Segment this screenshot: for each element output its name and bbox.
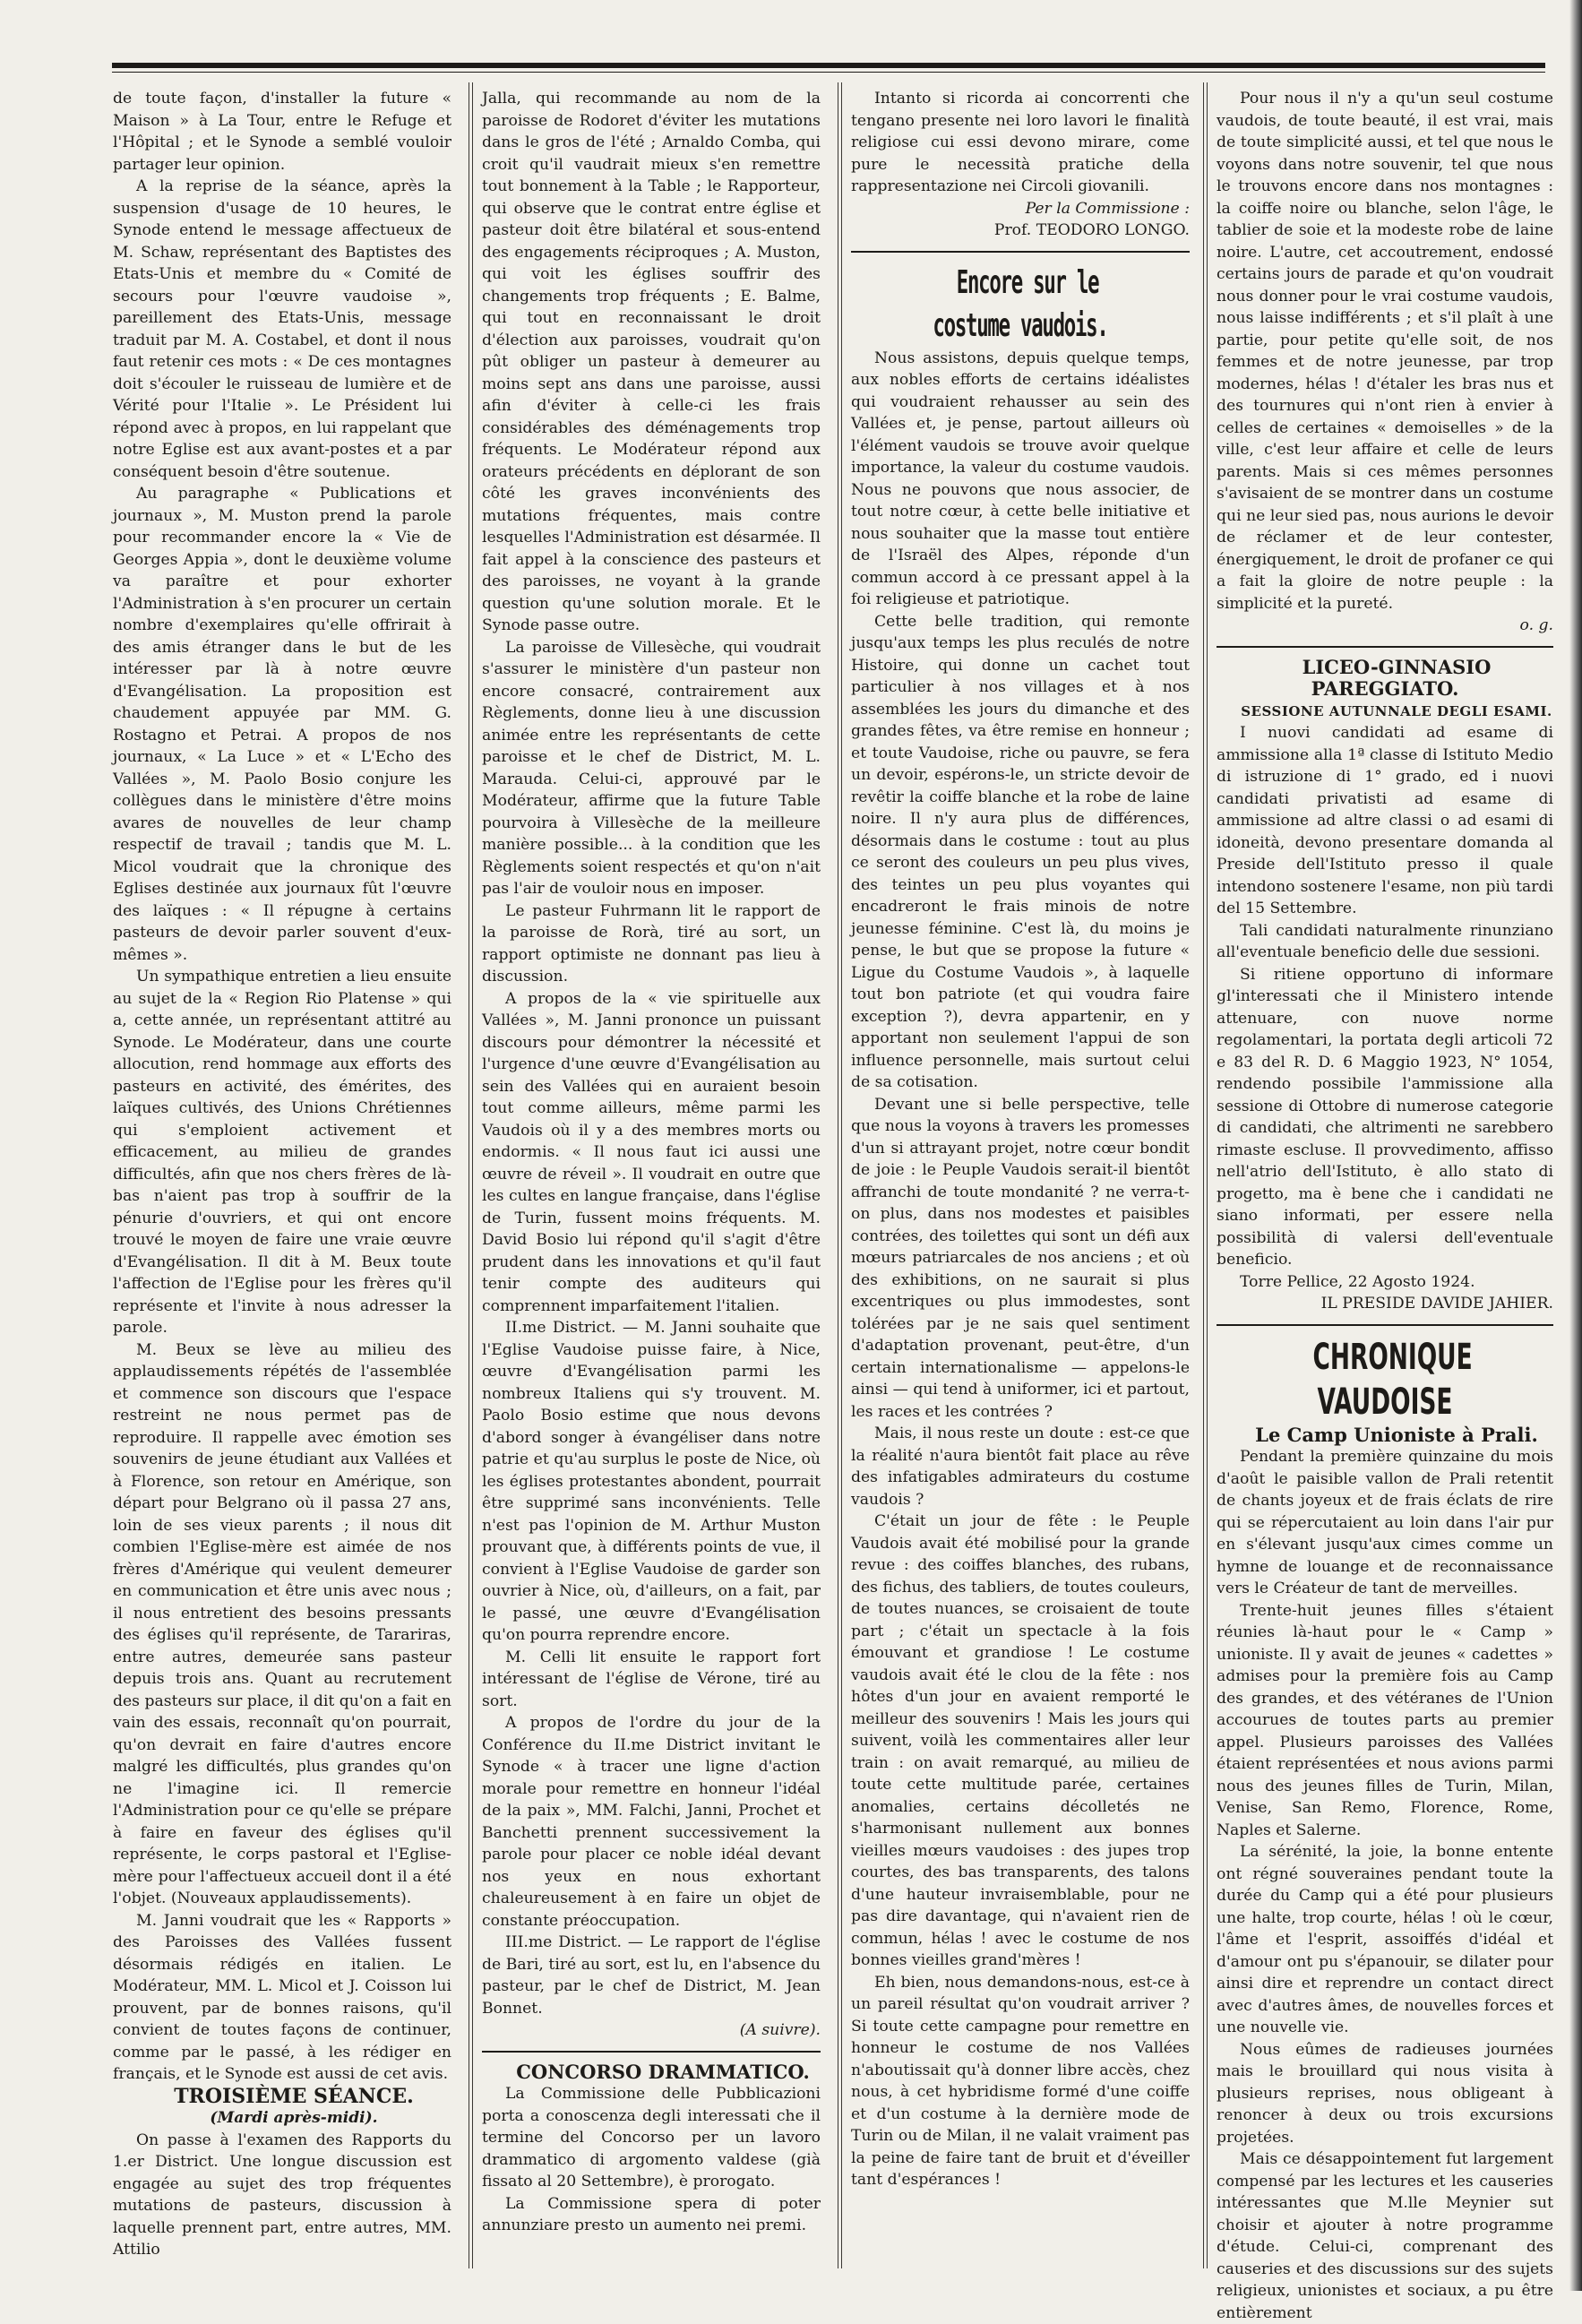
paragraph: Mais ce désappointement fut largement compensé par les lectures et les causeries intéressantes que M.lle Meynier sut choisir et ajouter à notre programme d'étude. Celui-ci, comprenant des causeries et des discussions sur des sujets religieux, unionistes et sociaux, a pu être entièrement: [1217, 2150, 1553, 2322]
paragraph: Trente-huit jeunes filles s'étaient réunies là-haut pour le « Camp » unioniste. Il y avait de jeunes « cadettes » admises pour la première fois au Camp des grandes, et des vétéranes de l'Union accourues de toutes parts au premier appel. Plusieurs paroisses des Vallées étaient représentées et nous avions parmi nous des jeunes filles de Turin, Milan, Venise, San Remo, Florence, Rome, Naples et Salerne.: [1217, 1601, 1553, 1839]
column-3: [851, 88, 1190, 2256]
paragraph: La Commissione delle Pubblicazioni porta a conoscenza degli interessati che il termine del Concorso per un lavoro drammatico di argomento valdese (già fissato al 20 Settembre), è prorogato.: [482, 2085, 821, 2191]
section-rule: [851, 251, 1190, 253]
paragraph: Au paragraphe « Publications et journaux », M. Muston prend la parole pour recommander encore la « Vie de Georges Appia », dont le deuxième volume va paraître et pour exhorter l'Administration à s'en procurer un certain nombre d'exemplaires qu'elle offrirait à des amis étranger dans le but de les intéresser par là à notre œuvre d'Evangélisation. La proposition est chaudement appuyée par MM. G. Rostagno et Petrai. A propos de nos journaux, « La Luce » et « L'Echo des Vallées », M. Paolo Bosio conjure les collègues dans le ministère d'être moins avares de nouvelles de leur champ respectif de travail ; tandis que M. L. Micol voudrait que la chronique des Eglises destinée aux journaux fût l'œuvre des laïques : « Il répugne à certains pasteurs de devoir parler souvent d'eux-mêmes ».: [113, 485, 451, 964]
paragraph: A propos de la « vie spirituelle aux Vallées », M. Janni prononce un puissant discours pour démontrer la nécessité et l'urgence d'une œuvre d'Evangélisation au sein des Vallées qui en auraient besoin tout comme ailleurs, même parmi les Vaudois où il y a des membres morts ou endormis. « Il nous faut ici aussi une œuvre de réveil ». Il voudrait en outre que les cultes en langue française, dans l'église de Turin, fussent moins fréquents. M. David Bosio lui répond qu'il s'agit d'être prudent dans les innovations et qu'il faut tenir compte des auditeurs qui comprennent imparfaitement l'italien.: [482, 989, 821, 1315]
article-headline: Encore sur le costume vaudois.: [933, 263, 1108, 344]
top-rule: [112, 63, 1545, 68]
column-divider: [1203, 82, 1204, 2268]
paragraph: Tali candidati naturalmente rinunziano all'eventuale beneficio delle due sessioni.: [1217, 921, 1553, 961]
signature: o. g.: [1519, 616, 1553, 634]
column-divider: [472, 82, 473, 2268]
paragraph: La sérénité, la joie, la bonne entente ont régné souveraines pendant toute la durée du Camp qui a été pour plusieurs une halte, trop courte, hélas ! où le cœur, l'âme et l'esprit, assoiffés d'idéal et d'amour ont pu s'épanouir, se dilater pour ainsi dire et reprendre un contact direct avec d'autres âmes, de nouvelles forces et une nouvelle vie.: [1217, 1843, 1553, 2036]
notice-title: CONCORSO DRAMMATICO.: [516, 2060, 810, 2083]
signature: IL PRESIDE DAVIDE JAHIER.: [1320, 1295, 1553, 1313]
paragraph: Pour nous il n'y a qu'un seul costume vaudois, de toute beauté, il est vrai, mais de toute simplicité aussi, et tel que nous le voyons dans notre souvenir, tel que nous le trouvons encore dans nos montagnes : la coiffe noire ou blanche, selon l'âge, le tablier de soie et la modeste robe de laine noire. L'autre, cet accoutrement, endossé certains jours de parade et qu'on voudrait nous donner pour le vrai costume vaudois, nous laisse indifférents ; et s'il plaît à une partie, pour petite qu'elle soit, de nos femmes et de notre jeunesse, par trop modernes, hélas ! d'étaler les bras nus et des tournures qui n'ont rien à envier à celles de certaines « demoiselles » de la ville, c'est leur affaire et celle de leurs parents. Mais si ces mêmes personnes s'avisaient de se montrer dans un costume qui ne leur sied pas, nous aurions le devoir de réclamer et de leur contester, énergiquement, le droit de profaner ce qui a fait la gloire de notre peuple : la simplicité et la pureté.: [1217, 90, 1553, 613]
paragraph: Nous eûmes de radieuses journées mais le brouillard qui nous visita à plusieurs reprises, nous obligeant à renoncer à deux ou trois excursions projetées.: [1217, 2040, 1553, 2147]
paragraph: II.me District. — M. Janni souhaite que l'Eglise Vaudoise puisse faire, à Nice, œuvre d'Evangélisation parmi les nombreux Italiens qui s'y trouvent. M. Paolo Bosio estime que nous devons d'abord songer à évangéliser dans notre patrie et qu'au surplus le poste de Nice, où les églises protestantes abondent, pourrait être supprimé sans inconvénients. Telle n'est pas l'opinion de M. Arthur Muston prouvant que, à différents points de vue, il convient à l'Eglise Vaudoise de garder son ouvrier à Nice, où, d'ailleurs, on a fait, par le passé, une œuvre d'Evangélisation qu'on pourra reprendre encore.: [482, 1319, 821, 1644]
notice-title: LICEO-GINNASIO PAREGGIATO.: [1302, 655, 1492, 700]
paragraph: Cette belle tradition, qui remonte jusqu'aux temps les plus reculés de notre Histoire, qui donne un cachet tout particulier à nos villages et à nos assemblées les jours du dimanche et des grandes fêtes, va être remise en honneur ; et toute Vaudoise, riche ou pauvre, se fera un devoir, espérons-le, un stricte devoir de revêtir la coiffe blanche et la robe de laine noire. Il n'y aura plus de différences, désormais dans le costume : tout au plus ce seront des couleurs un peu plus vives, des teintes un peu plus voyantes qui encadreront le frais minois de notre jeunesse féminine. C'est là, du moins je pense, le but que se propose la future « Ligue du Costume Vaudois », à laquelle tout bon patriote (et qui voudra faire exception ?), devra appartenir, en y apportant non seulement l'appui de son influence personnelle, mais surtout celui de sa cotisation.: [851, 612, 1190, 1091]
section-title: TROISIÈME SÉANCE.: [174, 2084, 414, 2108]
paragraph: M. Janni voudrait que les « Rapports » des Paroisses des Vallées fussent désormais rédigés en italien. Le Modérateur, MM. L. Micol et J. Coisson lui prouvent, par de bonnes raisons, qu'il convient de toutes façons de continuer, comme par le passé, à les rédiger en français, et le Synode est aussi de cet avis.: [113, 1911, 451, 2083]
paragraph: M. Beux se lève au milieu des applaudissements répétés de l'assemblée et commence son discours que l'espace restreint ne nous permet pas de reproduire. Il rappelle avec émotion ses souvenirs de jeune étudiant aux Vallées et à Florence, son retour en Amérique, son départ pour Belgrano où il passa 27 ans, loin de ses vieux parents ; il nous dit combien l'Eglise-mère est aimée de nos frères d'Amérique qui veulent demeurer en communication et être unis avec nous ; il nous entretient des besoins pressants des églises qu'il représente, de Tarariras, entre autres, demeurée sans pasteur depuis trois ans. Quant au recrutement des pasteurs sur place, il dit qu'on a fait en vain des essais, reconnaît qu'on pourrait, qu'on devrait en faire d'autres encore malgré les difficultés, plus grandes qu'on ne l'imagine ici. Il remercie l'Administration pour ce qu'elle se prépare à faire en faveur des églises qu'il représente, le corps pastoral et l'Eglise-mère pour l'affectueux accueil dont il a été l'objet. (Nouveaux applaudissements).: [113, 1340, 451, 1907]
continued-note: (A suivre).: [739, 2021, 821, 2039]
notice-subtitle: SESSIONE AUTUNNALE DEGLI ESAMI.: [1241, 702, 1552, 719]
paragraph: Un sympathique entretien a lieu ensuite au sujet de la « Region Rio Platense » qui a, cette année, un représentant attitré au Synode. Le Modérateur, dans une courte allocution, rend hommage aux efforts des pasteurs en activité, des émérites, des laïques cultivés, des Unions Chrétiennes qui s'emploient activement et efficacement, au milieu de grandes difficultés, afin que nos chers frères de là-bas n'aient pas trop à souffrir de la pénurie d'ouvriers, et qui ont encore trouvé le moyen de faire une vraie œuvre d'Evangélisation. Il dit à M. Beux toute l'affection de l'Eglise pour les frères qu'il représente et l'invite à nous adresser la parole.: [113, 968, 451, 1337]
paragraph: Devant une si belle perspective, telle que nous la voyons à travers les promesses d'un si attrayant projet, notre cœur bondit de joie : le Peuple Vaudois serait-il bientôt affranchi de toute mondanité ? ne verra-t-on plus, dans nos modestes et paisibles contrées, des toilettes qui sont un défi aux mœurs patriarcales de nos anciens ; et où des exhibitions, on ne saurait si plus excentriques ou plus immodestes, sont tolérées par je ne sais quel sentiment d'adaptation provenant, peut-être, d'un certain internationalisme — appelons-le ainsi — qui tend à uniformer, ici et partout, les races et les contrées ?: [851, 1095, 1190, 1421]
paragraph: La Commissione spera di poter annunziare presto un aumento nei premi.: [482, 2194, 821, 2234]
paragraph: Jalla, qui recommande au nom de la paroisse de Rodoret d'éviter les mutations dans le gros de l'été ; Arnaldo Comba, qui croit qu'il vaudrait mieux s'en remettre tout bonnement à la Table ; le Rapporteur, qui observe que le contrat entre église et pasteur doit être bilatéral et sous-entend des engagements réciproques ; A. Muston, qui voit les églises souffrir des changements trop fréquents ; E. Balme, qui tout en reconnaissant le droit d'élection aux paroisses, voudrait qu'on pût obliger un pasteur à demeurer au moins sept ans dans une paroisse, aussi afin d'éviter à celle-ci les frais considérables des déménagements trop fréquents. Le Modérateur répond aux orateurs précédents en déplorant de son côté les graves inconvénients des mutations fréquentes, mais contre lesquelles l'Administration est désarmée. Il fait appel à la conscience des pasteurs et des paroisses, ne voyant à la grande question qu'une solution morale. Et le Synode passe outre.: [482, 90, 821, 634]
paragraph: On passe à l'examen des Rapports du 1.er District. Une longue discussion est engagée au sujet des trop fréquentes mutations de pasteurs, discussion à laquelle prennent part, entre autres, MM. Attilio: [113, 2130, 451, 2259]
column-4: [1217, 88, 1553, 2322]
paragraph: I nuovi candidati ad esame di ammissione alla 1ª classe di Istituto Medio di istruzione di 1° grado, ed i nuovi candidati privatisti ad esame di ammissione ad altre classi o ad esami di idoneità, devono presentare domanda al Preside dell'Istituto presso il quale intendono sostenere l'esame, non più tardi del 15 Settembre.: [1217, 724, 1553, 917]
paragraph: A la reprise de la séance, après la suspension d'usage de 10 heures, le Synode entend le message affectueux de M. Schaw, représentant des Baptistes des Etats-Unis et membre du « Comité de secours pour l'œuvre vaudoise », pareillement des Etats-Unis, message traduit par M. A. Costabel, et dont il nous faut retenir ces mots : « De ces montagnes doit s'écouler le ruisseau de lumière et de Vérité pour l'Italie ». Le Président lui répond avec à propos, en lui rappelant que notre Eglise est aux avant-postes et a par conséquent besoin d'être soutenue.: [113, 177, 451, 481]
section-rule: [1217, 1324, 1553, 1326]
paragraph: Pendant la première quinzaine du mois d'août le paisible vallon de Prali retentit de chants joyeux et de frais éclats de rire qui se répercutaient au loin dans l'air pur en s'élevant jusqu'aux cimes comme un hymne de louange et de reconnaissance vers le Créateur de tant de merveilles.: [1217, 1448, 1553, 1597]
rubric-headline: CHRONIQUE VAUDOISE: [1312, 1336, 1473, 1423]
paragraph: Intanto si ricorda ai concorrenti che tengano presente nei loro lavori le finalità religiose cui essi devono mirare, come pure le necessità pratiche della rappresentazione nei Circoli giovanili.: [851, 90, 1190, 195]
paragraph: III.me District. — Le rapport de l'église de Bari, tiré au sort, est lu, en l'absence du pasteur, par le chef de District, M. Jean Bonnet.: [482, 1933, 821, 2018]
paragraph: La paroisse de Villesèche, qui voudrait s'assurer le ministère d'un pasteur non encore consacré, contrairement aux Règlements, donne lieu à une discussion animée entre les représentants de cette paroisse et le chef de District, M. L. Marauda. Celui-ci, approuvé par le Modérateur, affirme que la future Table pourvoira à Villesèche de la meilleure manière possible... à la condition que les Règlements soient respectés et qu'on n'ait pas l'air de vouloir nous en imposer.: [482, 638, 821, 898]
paragraph: M. Celli lit ensuite le rapport fort intéressant de l'église de Vérone, tiré au sort.: [482, 1648, 821, 1710]
paragraph: Le pasteur Fuhrmann lit le rapport de la paroisse de Rorà, tiré au sort, un rapport optimiste ne donnant pas lieu à discussion.: [482, 901, 821, 986]
column-divider: [841, 82, 842, 2268]
paragraph: Si ritiene opportuno di informare gl'interessati che il Ministero intende attenuare, con nuove norme regolamentari, la portata degli articoli 72 e 83 del R. D. 6 Maggio 1923, N° 1054, rendendo possibile l'ammissione alla sessione di Ottobre di numerose categorie di candidati, che altrimenti ne sarebbero rimaste escluse. Il provvedimento, affisso nell'atrio dell'Istituto, è allo stato di progetto, ma è bene che i candidati ne siano informati, per essere nella possibilità di valersi dell'eventuale beneficio.: [1217, 965, 1553, 1269]
paragraph: A propos de l'ordre du jour de la Conférence du II.me District invitant le Synode « à tracer une ligne d'action morale pour remettre en honneur l'idéal de la paix », MM. Falchi, Janni, Prochet et Banchetti prennent successivement la parole pour placer ce noble idéal devant nos yeux en nous exhortant chaleureusement à en faire un objet de constante préoccupation.: [482, 1714, 821, 1930]
paragraph: C'était un jour de fête : le Peuple Vaudois avait été mobilisé pour la grande revue : des coiffes blanches, des rubans, des fichus, des tabliers, de toutes couleurs, de toutes nuances, se croisaient de toute part ; c'était un spectacle à la fois émouvant et grandiose ! Le costume vaudois avait été le clou de la fête : nos hôtes d'un jour en avaient remporté le meilleur des souvenirs ! Mais les jours qui suivent, voilà les commentaires aller leur train : on avait remarqué, au milieu de toute cette multitude parée, certaines anomalies, certains décolletés ne s'harmonisant nullement aux bonnes vieilles mœurs vaudoises : des jupes trop courtes, des bas transparents, des talons d'une hauteur invraisemblable, pour ne pas dire davantage, qui n'avaient rien de commun, hélas ! avec le costume de nos bonnes vieilles grand'mères !: [851, 1512, 1190, 1969]
paragraph: Mais, il nous reste un doute : est-ce que la réalité n'aura bientôt fait place au rêve des infatigables admirateurs du costume vaudois ?: [851, 1425, 1190, 1509]
paragraph: Nous assistons, depuis quelque temps, aux nobles efforts de certains idéalistes qui voudraient rehausser au sein des Vallées et, je pense, partout ailleurs où l'élément vaudois se trouve avoir quelque importance, la valeur du costume vaudois. Nous ne pouvons que nous associer, de tout notre cœur, à cette belle initiative et nous souhaiter que la masse tout entière de l'Israël des Alpes, réponde d'un commun accord à ce pressant appel à la foi religieuse et patriotique.: [851, 349, 1190, 608]
section-subtitle: (Mardi après-midi).: [210, 2109, 378, 2127]
column-divider: [1207, 82, 1208, 2268]
paragraph: Torre Pellice, 22 Agosto 1924.: [1240, 1272, 1475, 1291]
section-rule: [482, 2051, 821, 2053]
signature: Prof. TEODORO LONGO.: [993, 221, 1190, 239]
section-rule: [1217, 646, 1553, 648]
article-headline: Le Camp Unioniste à Prali.: [1255, 1423, 1538, 1446]
column-2: [482, 88, 821, 2256]
scan-edge-shadow: [1569, 0, 1582, 2291]
column-1: [113, 88, 451, 2259]
signature: Per la Commissione :: [1025, 199, 1190, 218]
paragraph: de toute façon, d'installer la future « Maison » à La Tour, entre le Refuge et l'Hôpital ; et le Synode a semblé vouloir partager leur opinion.: [113, 90, 451, 174]
paragraph: Eh bien, nous demandons-nous, est-ce à un pareil résultat qu'on voudrait arriver ? Si toute cette campagne pour remettre en honneur le costume de nos Vallées n'aboutissait qu'à donner libre accès, chez nous, à cet hybridisme formé d'une coiffe et d'un costume à la dernière mode de Turin ou de Milan, il ne valait vraiment pas la peine de faire tant de bruit et d'éveiller tant d'espérances !: [851, 1973, 1190, 2189]
top-rule-thin: [112, 72, 1545, 73]
